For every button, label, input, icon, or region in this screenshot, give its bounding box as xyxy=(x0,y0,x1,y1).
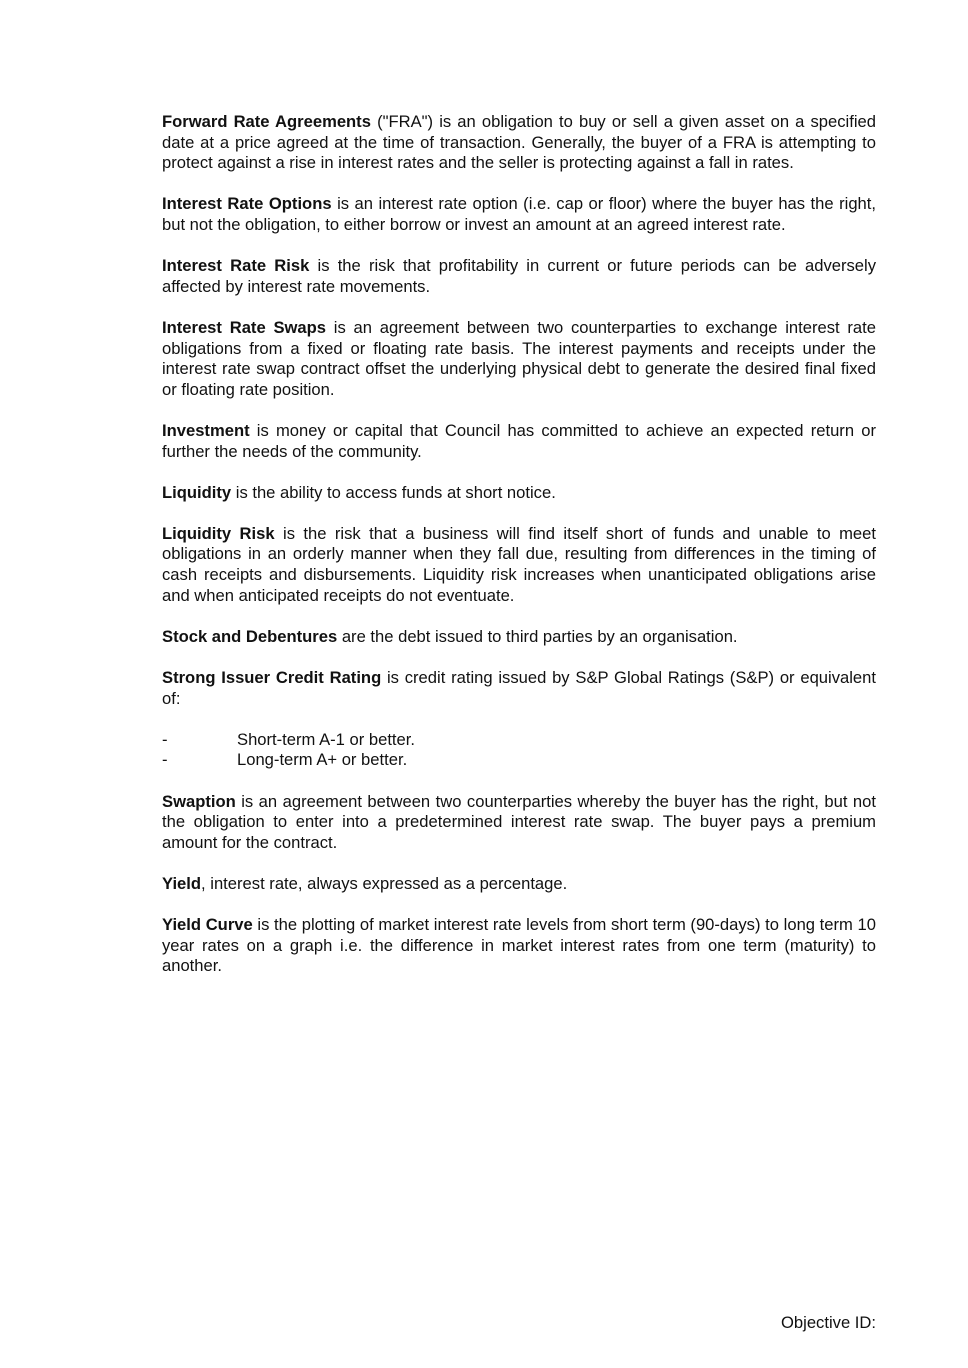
definition-term: Strong Issuer Credit Rating xyxy=(162,668,382,688)
definition-term: Forward Rate Agreements xyxy=(162,112,371,131)
definition-paragraph xyxy=(162,524,876,606)
list-marker: - xyxy=(162,729,168,749)
definition-text: is money or capital that Council has committed to achieve an expected return or further the needs of the community. xyxy=(162,420,876,461)
definition-paragraph xyxy=(162,792,876,854)
definition-term: Interest Rate Risk xyxy=(162,256,310,276)
definition-paragraph xyxy=(162,256,876,297)
definition-paragraph xyxy=(162,627,876,648)
definition-term: Liquidity Risk xyxy=(162,523,275,543)
list-item xyxy=(162,730,876,751)
rating-list xyxy=(162,730,876,771)
definition-text: is an agreement between two counterparties to exchange interest rate obligations from a fixed or floating rate basis. The interest payments and receipts under the interest rate swap contract offset the underlying physical debt to generate the desired final fixed or floating rate position. xyxy=(162,317,876,399)
definition-text: are the debt issued to third parties by an organisation. xyxy=(337,626,738,646)
definition-text: is the risk that profitability in current or future periods can be adversely affected by interest rate movements. xyxy=(162,256,877,296)
definition-paragraph xyxy=(162,668,876,709)
definition-term: Swaption xyxy=(162,791,236,811)
list-item-text: Long-term A+ or better. xyxy=(237,750,408,770)
definition-paragraph xyxy=(162,874,876,895)
definition-paragraph xyxy=(162,112,876,174)
definition-term: Yield Curve xyxy=(162,915,253,935)
definition-text: is the ability to access funds at short notice. xyxy=(231,482,556,502)
document-body xyxy=(162,112,876,998)
definition-text: is the plotting of market interest rate levels from short term (90-days) to long term 10 year rates on a graph i.e. the difference in market interest rates from one term (maturity) to another. xyxy=(162,915,876,976)
definition-text: ("FRA") is an obligation to buy or sell a given asset on a specified date at a price agreed at the time of transaction. Generally, the buyer of a FRA is attempting to protect against a rise in interest rates and the seller is protecting against a fall in rates. xyxy=(162,112,876,173)
definition-paragraph xyxy=(162,483,876,504)
list-item xyxy=(162,750,876,771)
definition-paragraph xyxy=(162,318,876,400)
definition-text: is an interest rate option (i.e. cap or floor) where the buyer has the right, but not the obligation, to either borrow or invest an amount at an agreed interest rate. xyxy=(162,194,877,234)
definition-term: Investment xyxy=(162,420,250,440)
definition-text: , interest rate, always expressed as a percentage. xyxy=(201,873,568,893)
definition-term: Stock and Debentures xyxy=(162,626,338,646)
list-item-text: Short-term A-1 or better. xyxy=(237,729,415,749)
definition-term: Interest Rate Options xyxy=(162,194,332,214)
list-marker: - xyxy=(162,750,168,770)
definition-paragraph xyxy=(162,194,876,235)
definition-text: is an agreement between two counterparties whereby the buyer has the right, but not the obligation to enter into a predetermined interest rate swap. The buyer pays a premium amount for the contract. xyxy=(162,791,876,852)
definition-paragraph xyxy=(162,915,876,977)
definition-term: Yield xyxy=(162,873,202,893)
objective-id-footer: Objective ID: xyxy=(781,1313,876,1332)
definition-paragraph xyxy=(162,421,876,462)
definition-term: Interest Rate Swaps xyxy=(162,317,327,337)
definition-text: is the risk that a business will find itself short of funds and unable to meet obligations in an orderly manner when they fall due, resulting from differences in the timing of cash receipts and disbursements. Liquidity risk increases when unanticipated obligations arise and when anticipated receipts do not eventuate. xyxy=(162,523,876,605)
definition-term: Liquidity xyxy=(162,482,232,502)
definition-text: is credit rating issued by S&P Global Ratings (S&P) or equivalent of: xyxy=(162,668,876,708)
